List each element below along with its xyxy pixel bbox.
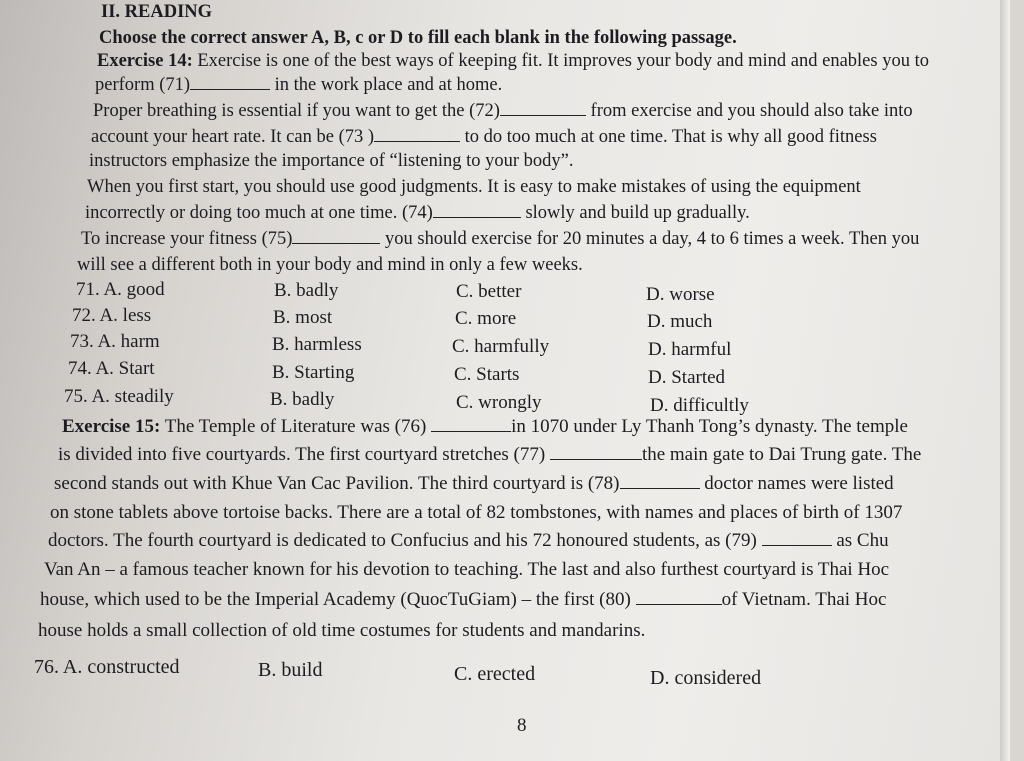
q74-option-d: D. Started	[648, 367, 726, 388]
q72-option-c: C. more	[455, 308, 517, 329]
ex15-line-3: second stands out with Khue Van Cac Pavilion. The third courtyard is (78) doctor names were listed	[54, 473, 894, 494]
ex14-line-8: To increase your fitness (75) you should exercise for 20 minutes a day, 4 to 6 times a week. Then you	[81, 229, 920, 249]
blank-71	[190, 75, 270, 90]
q72-option-d: D. much	[647, 311, 713, 332]
q73-option-a: 73. A. harm	[70, 331, 160, 352]
ex14-line-6: When you first start, you should use good judgments. It is easy to make mistakes of using the equipment	[87, 177, 861, 197]
blank-80	[636, 590, 722, 605]
blank-77	[550, 445, 642, 460]
blank-79	[762, 531, 832, 546]
q74-option-c: C. Starts	[454, 364, 520, 385]
q73-option-d: D. harmful	[648, 339, 732, 360]
ex14-line-9: will see a different both in your body and mind in only a few weeks.	[77, 255, 583, 275]
page-edge	[1000, 0, 1010, 761]
instruction: Choose the correct answer A, B, c or D to fill each blank in the following passage.	[99, 28, 737, 48]
q75-option-c: C. wrongly	[456, 392, 542, 413]
q75-option-a: 75. A. steadily	[64, 386, 174, 407]
ex14-line-3: Proper breathing is essential if you want to get the (72) from exercise and you should also take into	[93, 101, 913, 121]
section-title: II. READING	[101, 2, 213, 22]
q71-option-b: B. badly	[274, 280, 339, 301]
q72-option-a: 72. A. less	[72, 305, 152, 326]
ex15-line-5: doctors. The fourth courtyard is dedicated to Confucius and his 72 honoured students, as (79) as Chu	[48, 530, 889, 551]
q74-option-a: 74. A. Start	[68, 358, 155, 379]
blank-78	[620, 474, 700, 489]
ex15-line-4: on stone tablets above tortoise backs. There are a total of 82 tombstones, with names and places of birth of 1307	[50, 502, 903, 523]
ex14-line-7: incorrectly or doing too much at one time. (74) slowly and build up gradually.	[85, 203, 750, 223]
q73-option-b: B. harmless	[272, 334, 362, 355]
q73-option-c: C. harmfully	[452, 336, 550, 357]
ex15-line-6: Van An – a famous teacher known for his devotion to teaching. The last and also furthest courtyard is Thai Hoc	[44, 559, 890, 580]
blank-72	[500, 101, 586, 116]
ex15-line-7: house, which used to be the Imperial Academy (QuocTuGiam) – the first (80) of Vietnam. Thai Hoc	[40, 589, 887, 610]
q71-option-d: D. worse	[646, 284, 715, 305]
blank-74	[433, 203, 521, 218]
ex15-line-2: is divided into five courtyards. The first courtyard stretches (77) the main gate to Dai Trung gate. The	[58, 444, 922, 465]
ex15-line-8: house holds a small collection of old time costumes for students and mandarins.	[38, 620, 646, 641]
blank-73	[374, 127, 460, 142]
ex15-line-1: Exercise 15: The Temple of Literature was (76) in 1070 under Ly Thanh Tong’s dynasty. The temple	[62, 416, 908, 437]
q71-option-c: C. better	[456, 281, 522, 302]
q74-option-b: B. Starting	[272, 362, 355, 383]
q71-option-a: 71. A. good	[76, 279, 165, 300]
ex14-line-5: instructors emphasize the importance of “listening to your body”.	[89, 151, 574, 171]
q72-option-b: B. most	[273, 307, 333, 328]
q76-option-b: B. build	[258, 659, 323, 681]
blank-75	[292, 229, 380, 244]
q75-option-b: B. badly	[270, 389, 335, 410]
ex14-line-2: perform (71) in the work place and at home.	[95, 75, 503, 95]
q75-option-d: D. difficultly	[650, 395, 749, 416]
q76-option-a: 76. A. constructed	[34, 656, 180, 678]
ex15-label: Exercise 15:	[62, 416, 161, 437]
ex14-line-4: account your heart rate. It can be (73 ) to do too much at one time. That is why all good fitness	[91, 127, 877, 147]
ex14-label: Exercise 14:	[97, 51, 193, 71]
page-number: 8	[517, 715, 527, 736]
q76-option-d: D. considered	[650, 667, 762, 689]
q76-option-c: C. erected	[454, 663, 536, 685]
ex14-line-1: Exercise 14: Exercise is one of the best ways of keeping fit. It improves your body and mind and enables you to	[97, 51, 929, 71]
blank-76	[431, 417, 511, 432]
